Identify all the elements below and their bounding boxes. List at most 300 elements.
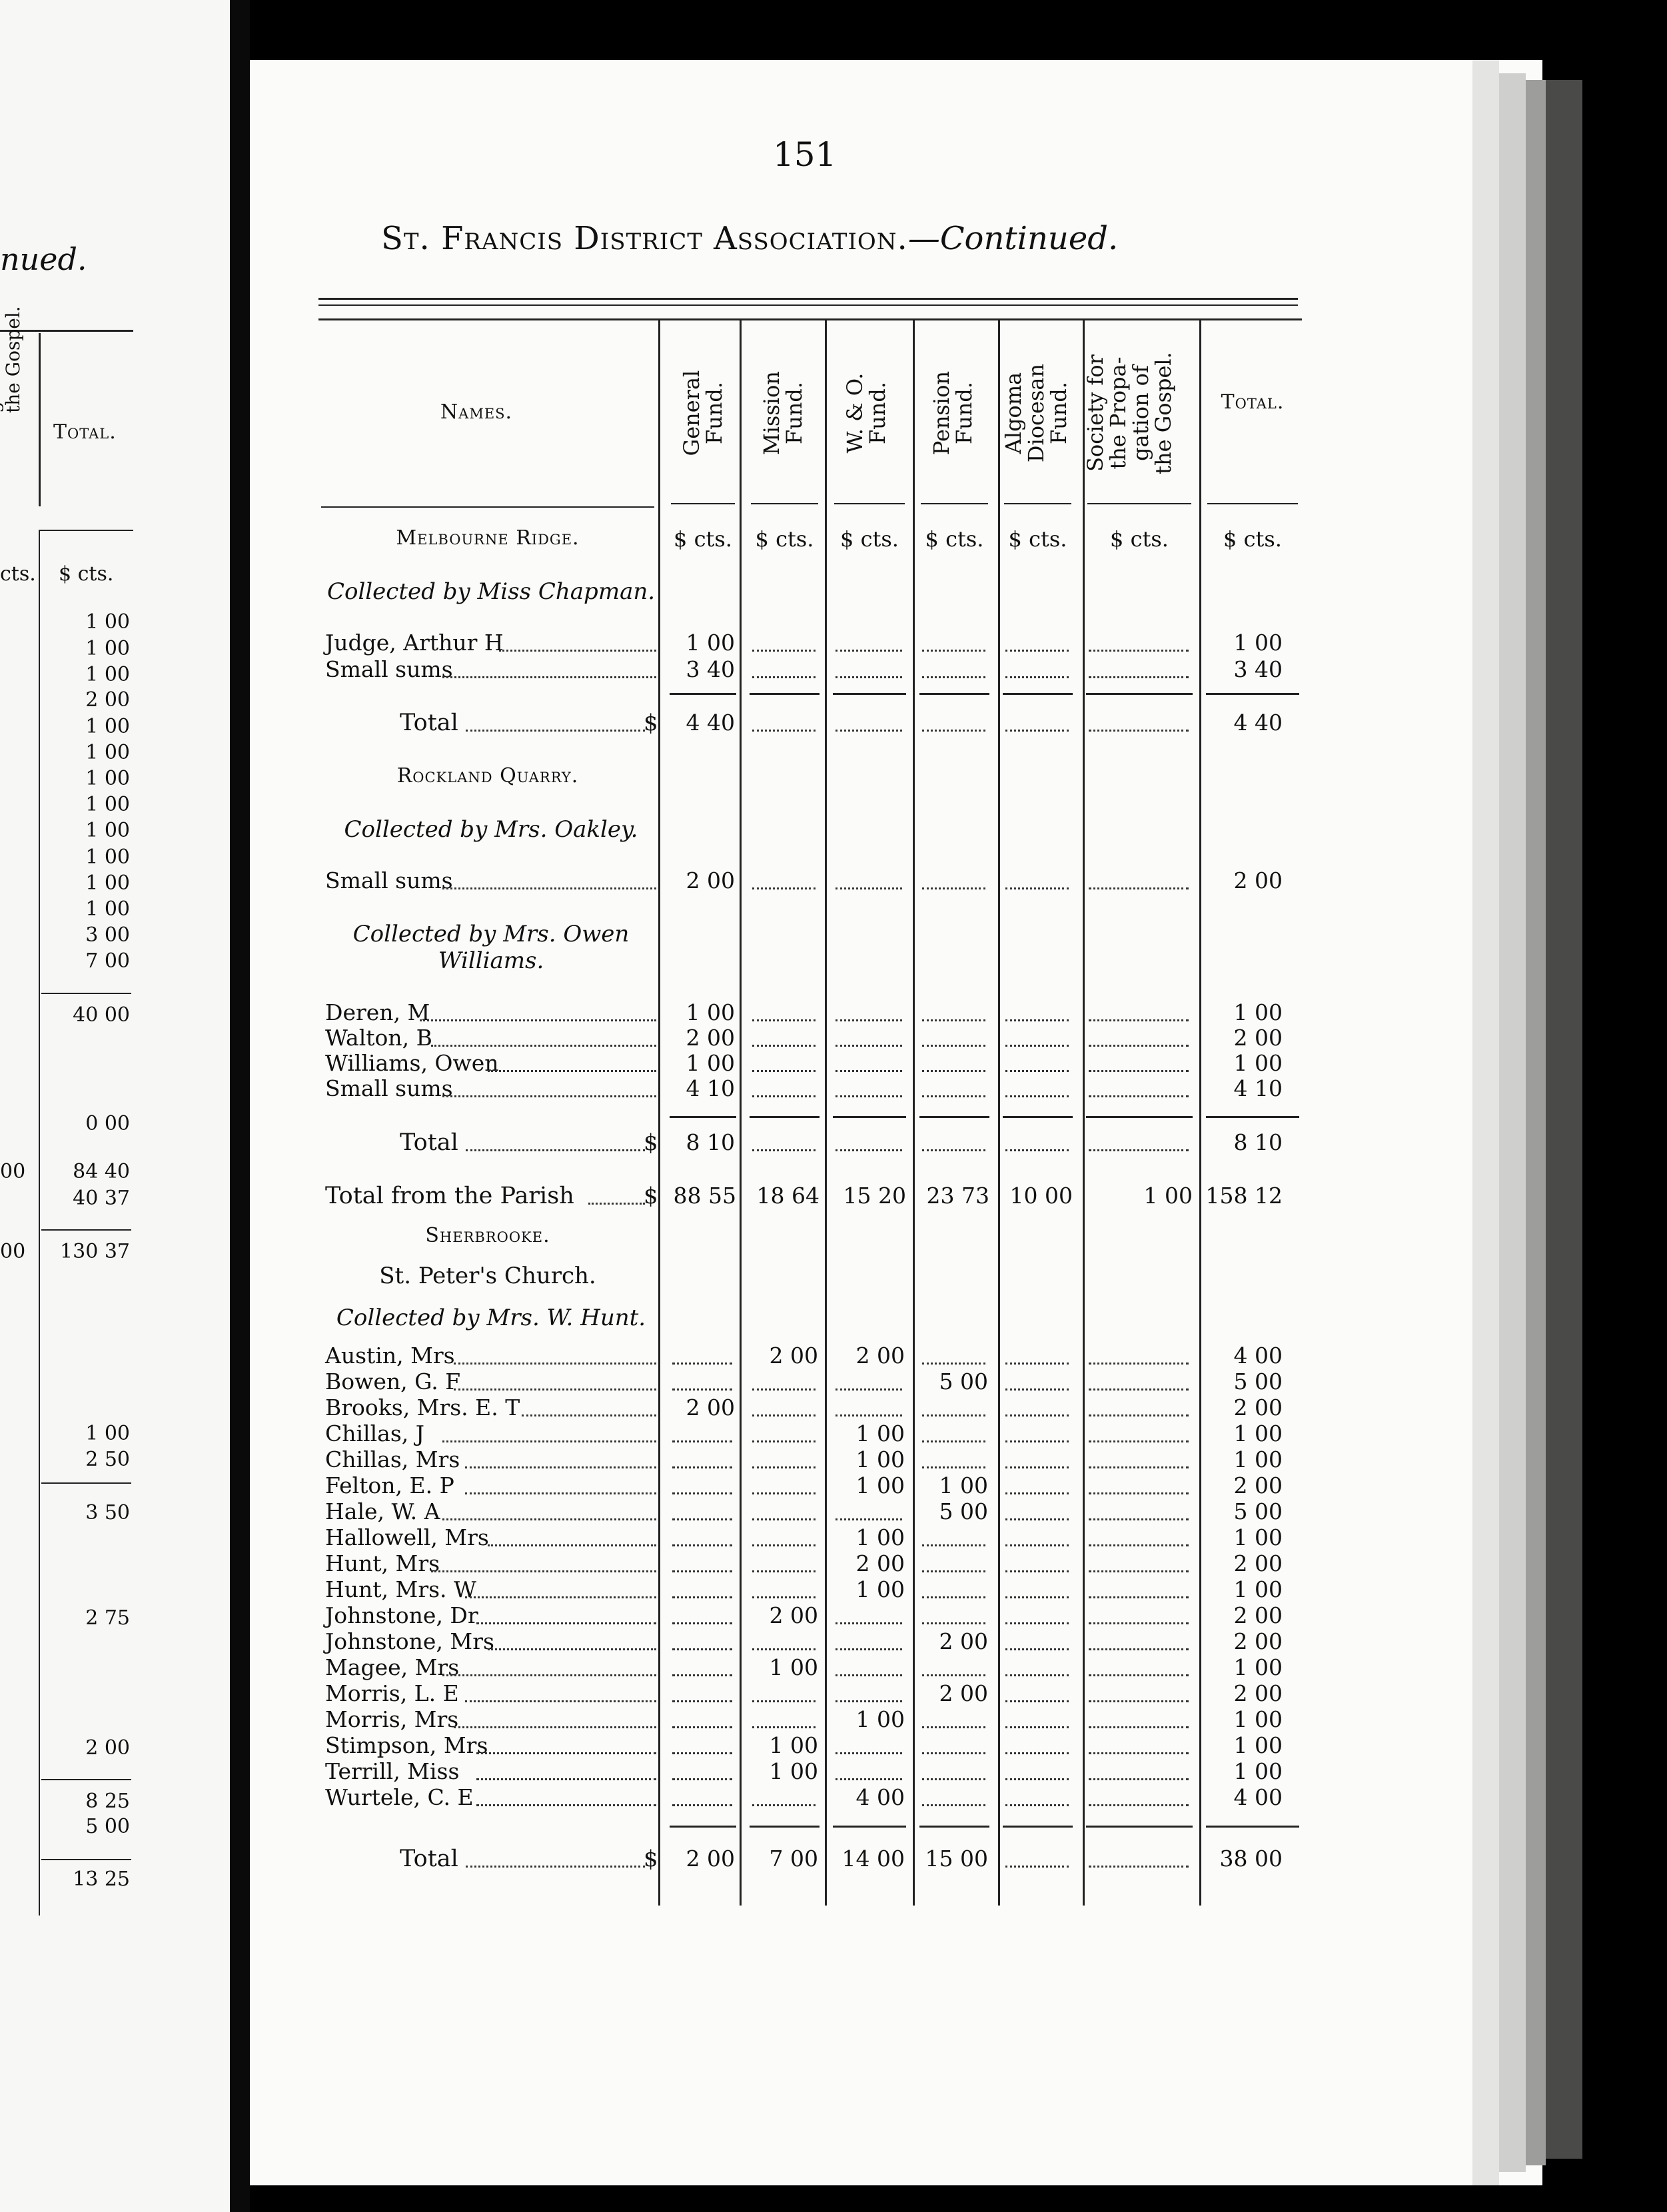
column-divider	[913, 320, 915, 1906]
sum-rule	[919, 1826, 989, 1828]
fund-value: 2 00	[686, 867, 735, 893]
fund-value: 2 00	[855, 1343, 905, 1369]
collector-label: Collected by Mrs. Oakley.	[344, 816, 638, 843]
leader-dots	[420, 1019, 656, 1021]
empty-cell-dots	[835, 1388, 902, 1390]
left-total-value: 3 00	[85, 923, 130, 947]
empty-cell-dots	[1089, 676, 1189, 678]
empty-cell-dots	[1089, 1414, 1189, 1416]
row-total: 1 00	[1233, 999, 1283, 1025]
row-total: 1 00	[1233, 1706, 1283, 1732]
fund-value: 18 64	[756, 1183, 820, 1209]
empty-cell-dots	[1005, 1804, 1069, 1806]
empty-cell-dots	[1005, 1095, 1069, 1097]
empty-cell-dots	[1005, 1726, 1069, 1728]
fund-value: 23 73	[926, 1183, 989, 1209]
fund-value: 3 40	[686, 656, 735, 682]
sum-rule	[833, 1116, 906, 1118]
empty-cell-dots	[672, 1388, 732, 1390]
fund-value: 1 00	[939, 1472, 988, 1498]
empty-cell-dots	[1005, 1440, 1069, 1442]
row-name: Magee, Mrs	[325, 1654, 460, 1680]
empty-cell-dots	[922, 1544, 985, 1546]
fund-value: 4 00	[855, 1784, 905, 1810]
empty-cell-dots	[835, 1778, 902, 1780]
empty-cell-dots	[1005, 1866, 1069, 1868]
empty-cell-dots	[922, 1019, 985, 1021]
dollar-sign: $	[644, 1183, 658, 1209]
fund-value: 2 00	[769, 1602, 818, 1628]
empty-cell-dots	[752, 730, 816, 732]
empty-cell-dots	[752, 1726, 816, 1728]
row-name: Hunt, Mrs. W	[325, 1576, 476, 1602]
row-total: 4 00	[1233, 1784, 1283, 1810]
leader-dots	[476, 1804, 656, 1806]
empty-cell-dots	[922, 650, 985, 652]
row-name: Deren, M	[325, 999, 430, 1025]
empty-cell-dots	[1089, 730, 1189, 732]
row-total: 158 12	[1205, 1183, 1283, 1209]
sum-rule	[670, 1116, 736, 1118]
left-total-value: 1 00	[85, 845, 130, 869]
unit-label: $ cts.	[840, 526, 899, 552]
left-rule	[41, 1859, 131, 1860]
empty-cell-dots	[672, 1466, 732, 1468]
leader-dots	[466, 1866, 646, 1868]
row-name: Chillas, Mrs	[325, 1446, 460, 1472]
row-total: 2 00	[1233, 1602, 1283, 1628]
sum-rule	[1206, 1826, 1299, 1828]
leader-dots	[466, 1149, 646, 1151]
empty-cell-dots	[922, 1363, 985, 1365]
empty-cell-dots	[1089, 1388, 1189, 1390]
page-edge	[1499, 73, 1526, 2172]
empty-cell-dots	[752, 1440, 816, 1442]
row-name: Bowen, G. F	[325, 1369, 461, 1394]
empty-cell-dots	[835, 1149, 902, 1151]
sum-rule	[750, 1116, 820, 1118]
empty-cell-dots	[672, 1596, 732, 1598]
sum-rule	[1086, 693, 1193, 695]
row-name: Total	[400, 1846, 458, 1872]
collector-label: Collected by Mrs. Owen	[352, 921, 630, 947]
header-mission-fund: Mission Fund.	[759, 371, 807, 455]
column-divider	[740, 320, 742, 1906]
empty-cell-dots	[1005, 1492, 1069, 1494]
row-total: 1 00	[1233, 1732, 1283, 1758]
row-total: 2 00	[1233, 1680, 1283, 1706]
column-divider	[658, 320, 660, 1906]
empty-cell-dots	[1089, 1866, 1189, 1868]
row-name: Hunt, Mrs	[325, 1550, 440, 1576]
empty-cell-dots	[1089, 1149, 1189, 1151]
leader-dots	[499, 650, 656, 652]
left-header-fragment	[0, 373, 23, 413]
empty-cell-dots	[1089, 1700, 1189, 1702]
page-title-main: St. Francis District Association.	[381, 220, 908, 257]
row-total: 5 00	[1233, 1369, 1283, 1394]
header-total: Total.	[1221, 390, 1285, 414]
unit-label: $ cts.	[755, 526, 814, 552]
fund-value: 1 00	[855, 1446, 905, 1472]
fund-value: 1 00	[686, 630, 735, 656]
unit-label: $ cts.	[925, 526, 984, 552]
empty-cell-dots	[835, 1095, 902, 1097]
row-total: 1 00	[1233, 1050, 1283, 1076]
fund-value: 1 00	[855, 1420, 905, 1446]
leader-dots	[442, 887, 656, 889]
left-dollar-label: $ cts.	[59, 562, 114, 586]
leader-dots	[466, 730, 646, 732]
fund-value: 5 00	[939, 1369, 988, 1394]
sum-rule	[750, 1826, 820, 1828]
empty-cell-dots	[752, 1019, 816, 1021]
row-total: 4 40	[1233, 710, 1283, 736]
leader-dots	[476, 1752, 656, 1754]
sum-rule	[750, 693, 820, 695]
leader-dots	[454, 1388, 656, 1390]
page-edge	[1472, 60, 1499, 2185]
row-total: 2 00	[1233, 1472, 1283, 1498]
row-name: Felton, E. P	[325, 1472, 454, 1498]
header-general-fund: General Fund.	[679, 370, 727, 456]
sum-rule	[1206, 693, 1299, 695]
empty-cell-dots	[1089, 1544, 1189, 1546]
row-total: 1 00	[1233, 1576, 1283, 1602]
header-underline	[321, 506, 654, 508]
left-rule	[40, 530, 133, 531]
empty-cell-dots	[752, 1544, 816, 1546]
row-name: Hallowell, Mrs	[325, 1524, 489, 1550]
left-rule	[41, 993, 131, 994]
row-total: 1 00	[1233, 1524, 1283, 1550]
empty-cell-dots	[835, 1674, 902, 1676]
empty-cell-dots	[922, 1596, 985, 1598]
fund-value: 2 00	[939, 1680, 988, 1706]
left-col-value: 00	[0, 1160, 26, 1183]
empty-cell-dots	[752, 1596, 816, 1598]
header-underline	[1087, 503, 1191, 504]
empty-cell-dots	[1089, 1095, 1189, 1097]
row-total: 2 00	[1233, 1628, 1283, 1654]
empty-cell-dots	[1089, 1726, 1189, 1728]
empty-cell-dots	[922, 1045, 985, 1047]
fund-value: 15 00	[925, 1846, 988, 1872]
row-total: 2 00	[1233, 1025, 1283, 1051]
fund-value: 1 00	[769, 1732, 818, 1758]
page-title	[381, 220, 1118, 257]
fund-value: 2 00	[686, 1846, 735, 1872]
empty-cell-dots	[922, 1674, 985, 1676]
left-col-value: 00	[0, 1240, 26, 1263]
row-name: Johnstone, Mrs	[325, 1628, 494, 1654]
row-name: Austin, Mrs	[325, 1343, 455, 1369]
collector-label: Williams.	[438, 947, 544, 974]
empty-cell-dots	[1005, 676, 1069, 678]
fund-value: 88 55	[673, 1183, 736, 1209]
row-name: Small sums	[325, 656, 453, 682]
empty-cell-dots	[672, 1726, 732, 1728]
left-total-value: 2 00	[85, 1736, 130, 1760]
leader-dots	[465, 1466, 656, 1468]
left-total-value: 1 00	[85, 819, 130, 842]
left-total-value: 84 40	[73, 1160, 130, 1183]
empty-cell-dots	[1005, 1570, 1069, 1572]
left-total-value: 1 00	[85, 637, 130, 660]
header-underline	[834, 503, 905, 504]
sum-rule	[919, 1116, 989, 1118]
empty-cell-dots	[922, 1466, 985, 1468]
left-rule	[41, 1229, 131, 1231]
row-name: Small sums	[325, 1075, 453, 1101]
empty-cell-dots	[835, 1622, 902, 1624]
row-name: Williams, Owen	[325, 1050, 499, 1076]
unit-label: $ cts.	[674, 526, 732, 552]
empty-cell-dots	[835, 1045, 902, 1047]
sum-rule	[919, 693, 989, 695]
empty-cell-dots	[922, 676, 985, 678]
empty-cell-dots	[835, 1648, 902, 1650]
row-total: 1 00	[1233, 1420, 1283, 1446]
empty-cell-dots	[1089, 1518, 1189, 1520]
empty-cell-dots	[922, 1622, 985, 1624]
header-underline	[671, 503, 735, 504]
empty-cell-dots	[1005, 1674, 1069, 1676]
leader-dots	[442, 1440, 656, 1442]
left-total-value: 1 00	[85, 610, 130, 634]
empty-cell-dots	[672, 1492, 732, 1494]
empty-cell-dots	[752, 650, 816, 652]
section-subheading: St. Peter's Church.	[379, 1263, 596, 1289]
empty-cell-dots	[752, 1045, 816, 1047]
left-cts-label: cts.	[0, 562, 36, 586]
sum-rule	[670, 693, 736, 695]
row-total: 1 00	[1233, 1654, 1283, 1680]
leader-dots	[454, 1363, 656, 1365]
top-rule	[318, 304, 1298, 306]
sum-rule	[1003, 1826, 1073, 1828]
empty-cell-dots	[752, 1466, 816, 1468]
empty-cell-dots	[752, 1570, 816, 1572]
empty-cell-dots	[752, 1070, 816, 1072]
empty-cell-dots	[1005, 887, 1069, 889]
empty-cell-dots	[1005, 650, 1069, 652]
left-col-line	[39, 530, 40, 1916]
empty-cell-dots	[835, 650, 902, 652]
sum-rule	[1003, 693, 1073, 695]
empty-cell-dots	[672, 1674, 732, 1676]
empty-cell-dots	[1005, 1149, 1069, 1151]
empty-cell-dots	[835, 676, 902, 678]
empty-cell-dots	[1005, 1778, 1069, 1780]
leader-dots	[522, 1414, 656, 1416]
left-total-header: Total.	[53, 420, 117, 444]
sum-rule	[670, 1826, 736, 1828]
empty-cell-dots	[752, 1095, 816, 1097]
empty-cell-dots	[672, 1518, 732, 1520]
unit-label: $ cts.	[1008, 526, 1067, 552]
leader-dots	[588, 1203, 646, 1205]
header-underline	[751, 503, 818, 504]
fund-value: 2 00	[855, 1550, 905, 1576]
empty-cell-dots	[752, 1648, 816, 1650]
empty-cell-dots	[1089, 1596, 1189, 1598]
empty-cell-dots	[752, 1700, 816, 1702]
leader-dots	[476, 1622, 656, 1624]
header-underline	[1004, 503, 1071, 504]
empty-cell-dots	[1005, 1019, 1069, 1021]
empty-cell-dots	[922, 1804, 985, 1806]
empty-cell-dots	[1005, 1544, 1069, 1546]
fund-value: 10 00	[1009, 1183, 1073, 1209]
left-total-value: 2 00	[85, 688, 130, 712]
empty-cell-dots	[922, 1440, 985, 1442]
section-heading: Rockland Quarry.	[396, 764, 579, 788]
section-heading: Melbourne Ridge.	[396, 526, 580, 550]
empty-cell-dots	[1005, 1648, 1069, 1650]
row-total: 2 00	[1233, 1394, 1283, 1420]
row-total: 2 00	[1233, 1550, 1283, 1576]
leader-dots	[431, 1570, 656, 1572]
page-edge	[1526, 80, 1546, 2165]
empty-cell-dots	[1005, 1518, 1069, 1520]
row-total: 38 00	[1219, 1846, 1283, 1872]
sum-rule	[1086, 1826, 1193, 1828]
empty-cell-dots	[835, 887, 902, 889]
row-total: 4 10	[1233, 1075, 1283, 1101]
fund-value: 1 00	[686, 1050, 735, 1076]
leader-dots	[442, 1095, 656, 1097]
column-divider	[1083, 320, 1085, 1906]
page-title-suffix: —Continued.	[907, 220, 1119, 257]
empty-cell-dots	[1005, 1363, 1069, 1365]
row-total: 1 00	[1233, 1758, 1283, 1784]
left-total-value: 0 00	[85, 1112, 130, 1135]
empty-cell-dots	[752, 1414, 816, 1416]
header-society-fund: Society for the Propa- gation of the Gospel.	[1083, 352, 1176, 474]
empty-cell-dots	[1089, 1804, 1189, 1806]
empty-cell-dots	[922, 1570, 985, 1572]
fund-value: 1 00	[855, 1706, 905, 1732]
row-name: Total from the Parish	[325, 1183, 574, 1209]
fund-value: 1 00	[769, 1758, 818, 1784]
empty-cell-dots	[672, 1570, 732, 1572]
header-wo-fund: W. & O. Fund.	[842, 372, 890, 454]
empty-cell-dots	[1005, 1414, 1069, 1416]
left-total-value: 40 37	[73, 1187, 130, 1210]
empty-cell-dots	[1089, 1045, 1189, 1047]
left-total-value: 13 25	[73, 1868, 130, 1891]
row-total: 4 00	[1233, 1343, 1283, 1369]
empty-cell-dots	[922, 1070, 985, 1072]
empty-cell-dots	[922, 1414, 985, 1416]
left-total-value: 130 37	[60, 1240, 130, 1263]
left-title-fragment: nued.	[0, 241, 87, 277]
left-total-value: 1 00	[85, 871, 130, 895]
empty-cell-dots	[672, 1363, 732, 1365]
empty-cell-dots	[835, 1070, 902, 1072]
left-total-value: 7 00	[85, 949, 130, 973]
left-total-value: 1 00	[85, 897, 130, 921]
header-rule	[318, 318, 1302, 320]
dollar-sign: $	[644, 1129, 658, 1156]
empty-cell-dots	[1089, 1492, 1189, 1494]
leader-dots	[454, 1726, 656, 1728]
leader-dots	[488, 1648, 656, 1650]
fund-value: 15 20	[843, 1183, 906, 1209]
empty-cell-dots	[1089, 1019, 1189, 1021]
row-total: 1 00	[1233, 630, 1283, 656]
row-total: 1 00	[1233, 1446, 1283, 1472]
column-divider	[825, 320, 827, 1906]
left-total-value: 2 75	[85, 1606, 130, 1630]
row-name: Terrill, Miss	[325, 1758, 460, 1784]
left-total-value: 1 00	[85, 793, 130, 816]
fund-value: 5 00	[939, 1498, 988, 1524]
fund-value: 2 00	[686, 1394, 735, 1420]
leader-dots	[465, 1700, 656, 1702]
empty-cell-dots	[672, 1752, 732, 1754]
empty-cell-dots	[672, 1622, 732, 1624]
left-rule	[41, 1779, 131, 1780]
left-total-value: 5 00	[85, 1815, 130, 1838]
dollar-sign: $	[644, 1846, 658, 1872]
fund-value: 2 00	[769, 1343, 818, 1369]
fund-value: 1 00	[1143, 1183, 1193, 1209]
empty-cell-dots	[1089, 1752, 1189, 1754]
empty-cell-dots	[835, 1700, 902, 1702]
empty-cell-dots	[1089, 1070, 1189, 1072]
row-name: Stimpson, Mrs	[325, 1732, 488, 1758]
left-total-value: 1 00	[85, 1422, 130, 1445]
book-cover-edge	[1546, 80, 1582, 2159]
row-name: Hale, W. A	[325, 1498, 440, 1524]
empty-cell-dots	[1005, 1752, 1069, 1754]
row-name: Morris, L. E	[325, 1680, 459, 1706]
row-name: Brooks, Mrs. E. T	[325, 1394, 520, 1420]
empty-cell-dots	[752, 676, 816, 678]
fund-value: 2 00	[686, 1025, 735, 1051]
empty-cell-dots	[922, 730, 985, 732]
empty-cell-dots	[1005, 1700, 1069, 1702]
row-total: 3 40	[1233, 656, 1283, 682]
row-name: Total	[400, 1129, 458, 1156]
empty-cell-dots	[1089, 1440, 1189, 1442]
fund-value: 1 00	[855, 1524, 905, 1550]
empty-cell-dots	[752, 887, 816, 889]
empty-cell-dots	[835, 1019, 902, 1021]
collector-label: Collected by Mrs. W. Hunt.	[336, 1305, 646, 1331]
row-total: 2 00	[1233, 867, 1283, 893]
leader-dots	[442, 1518, 656, 1520]
row-name: Wurtele, C. E	[325, 1784, 474, 1810]
row-name: Total	[400, 710, 458, 736]
fund-value: 2 00	[939, 1628, 988, 1654]
row-name: Johnstone, Dr	[325, 1602, 478, 1628]
empty-cell-dots	[752, 1804, 816, 1806]
empty-cell-dots	[752, 1492, 816, 1494]
left-total-value: 2 50	[85, 1448, 130, 1471]
empty-cell-dots	[922, 1095, 985, 1097]
leader-dots	[442, 676, 656, 678]
row-name: Small sums	[325, 867, 453, 893]
fund-value: 14 00	[841, 1846, 905, 1872]
left-total-value: 3 50	[85, 1501, 130, 1524]
empty-cell-dots	[672, 1778, 732, 1780]
empty-cell-dots	[1089, 1622, 1189, 1624]
row-total: 5 00	[1233, 1498, 1283, 1524]
empty-cell-dots	[835, 1518, 902, 1520]
